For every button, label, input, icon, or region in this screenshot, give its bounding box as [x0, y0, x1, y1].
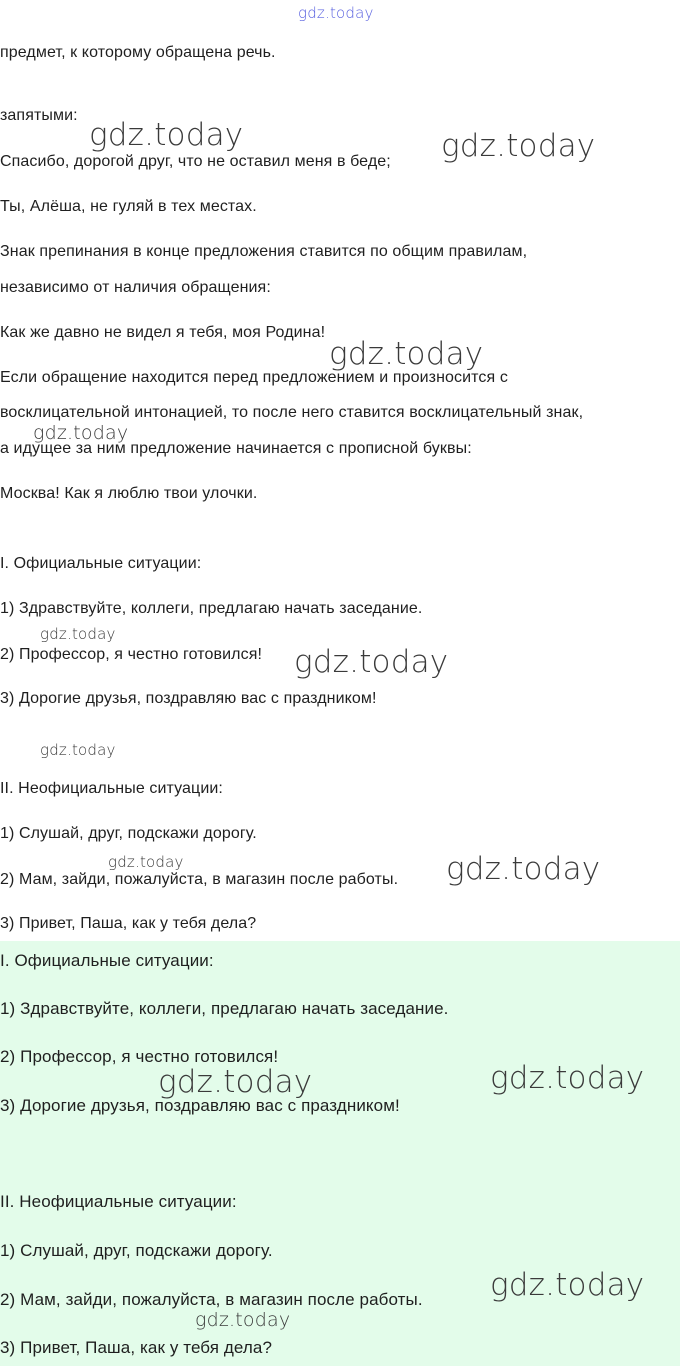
- answer-official-item: 1) Здравствуйте, коллеги, предлагаю начать заседание.: [0, 999, 449, 1018]
- header-watermark: gdz.today: [298, 4, 374, 22]
- official-item: 2) Профессор, я честно готовился!: [0, 646, 263, 663]
- informal-item: 1) Слушай, друг, подскажи дорогу.: [0, 825, 257, 842]
- theory-line: Знак препинания в конце предложения ставится по общим правилам,: [0, 243, 528, 260]
- informal-heading: II. Неофициальные ситуации:: [0, 780, 223, 797]
- theory-line: независимо от наличия обращения:: [0, 279, 271, 296]
- theory-line: а идущее за ним предложение начинается с прописной буквы:: [0, 440, 472, 457]
- theory-line: Ты, Алёша, не гуляй в тех местах.: [0, 198, 257, 215]
- answer-informal-item: 3) Привет, Паша, как у тебя дела?: [0, 1338, 273, 1357]
- answer-official-heading: I. Официальные ситуации:: [0, 951, 214, 970]
- watermark: gdz.today: [490, 1267, 645, 1303]
- official-item: 1) Здравствуйте, коллеги, предлагаю начать заседание.: [0, 600, 423, 617]
- official-item: 3) Дорогие друзья, поздравляю вас с праздником!: [0, 690, 377, 707]
- informal-item: 2) Мам, зайди, пожалуйста, в магазин после работы.: [0, 871, 399, 888]
- answer-informal-heading: II. Неофициальные ситуации:: [0, 1192, 237, 1211]
- informal-item: 3) Привет, Паша, как у тебя дела?: [0, 915, 257, 932]
- watermark: gdz.today: [89, 117, 244, 153]
- answer-official-item: 2) Профессор, я честно готовился!: [0, 1047, 279, 1066]
- watermark: gdz.today: [195, 1309, 291, 1331]
- theory-line: Спасибо, дорогой друг, что не оставил меня в беде;: [0, 153, 391, 170]
- official-heading: I. Официальные ситуации:: [0, 555, 202, 572]
- watermark: gdz.today: [446, 851, 601, 887]
- theory-line: запятыми:: [0, 107, 78, 124]
- watermark: gdz.today: [294, 644, 449, 680]
- watermark: gdz.today: [441, 128, 596, 164]
- watermark: gdz.today: [158, 1064, 313, 1100]
- watermark: gdz.today: [40, 625, 116, 643]
- theory-line: Если обращение находится перед предложением и произносится с: [0, 369, 508, 386]
- watermark: gdz.today: [490, 1060, 645, 1096]
- watermark: gdz.today: [329, 336, 484, 372]
- theory-line: Как же давно не видел я тебя, моя Родина!: [0, 324, 326, 341]
- answer-informal-item: 2) Мам, зайди, пожалуйста, в магазин после работы.: [0, 1290, 423, 1309]
- theory-line: предмет, к которому обращена речь.: [0, 44, 276, 61]
- watermark: gdz.today: [33, 422, 129, 444]
- answer-official-item: 3) Дорогие друзья, поздравляю вас с праздником!: [0, 1096, 400, 1115]
- watermark: gdz.today: [108, 853, 184, 871]
- theory-line: Москва! Как я люблю твои улочки.: [0, 485, 258, 502]
- theory-line: восклицательной интонацией, то после него ставится восклицательный знак,: [0, 404, 584, 421]
- watermark: gdz.today: [40, 741, 116, 759]
- answer-informal-item: 1) Слушай, друг, подскажи дорогу.: [0, 1241, 273, 1260]
